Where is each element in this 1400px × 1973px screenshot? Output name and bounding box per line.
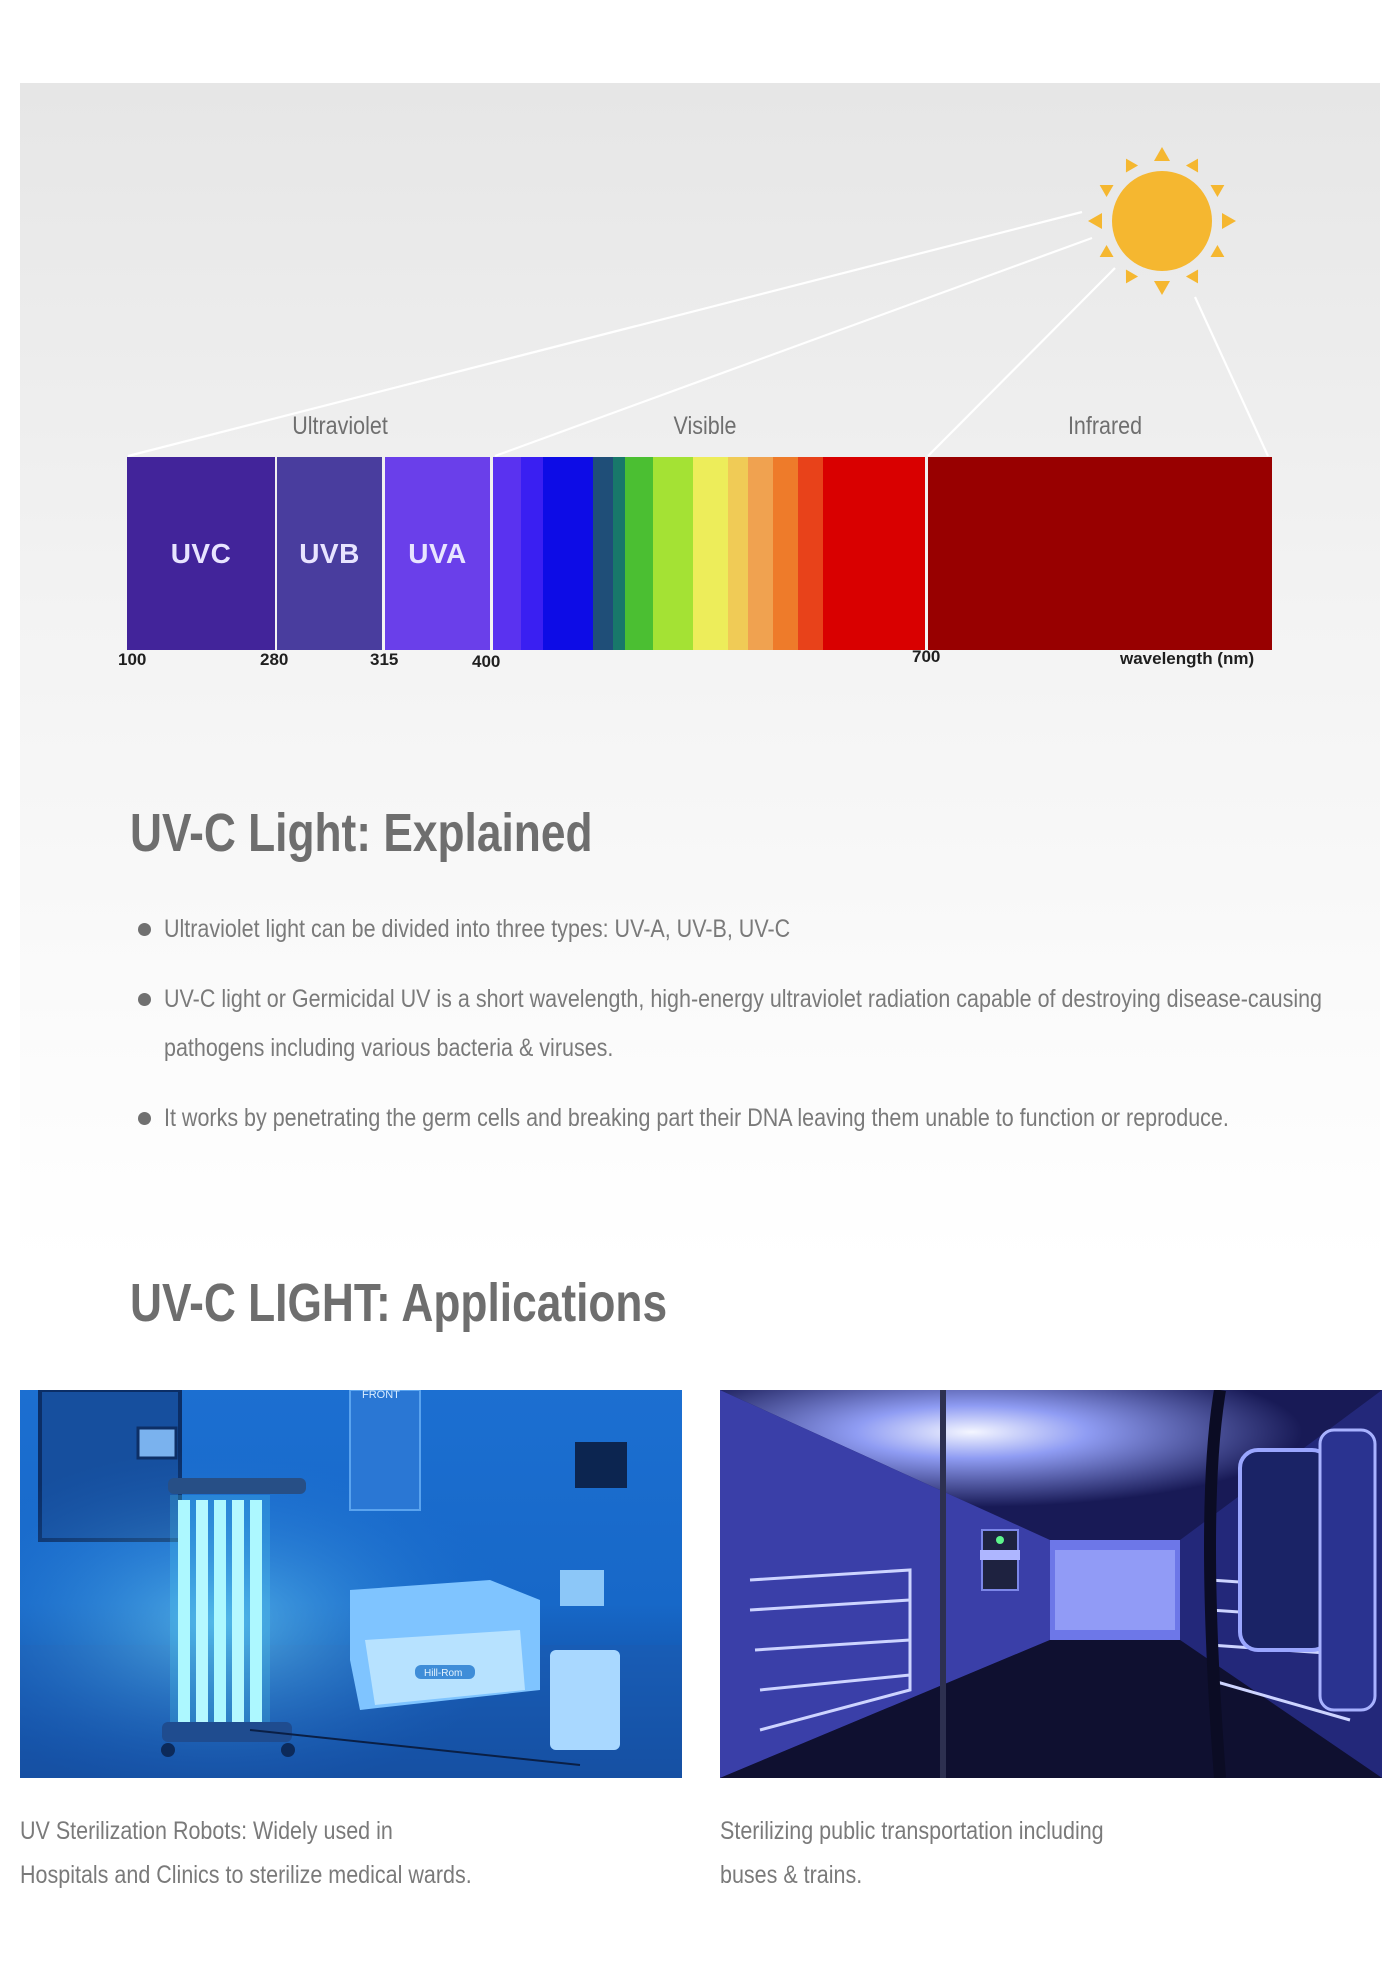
bullet-icon <box>138 923 151 936</box>
sun-icon <box>1087 146 1237 296</box>
uvb-label: UVB <box>299 537 360 569</box>
uvc-band <box>127 457 275 650</box>
list-item-text: Ultraviolet light can be divided into three types: UV-A, UV-B, UV-C <box>164 915 791 943</box>
bullet-icon <box>138 993 151 1006</box>
train-scene-illustration <box>720 1390 1382 1778</box>
caption-line: buses & trains. <box>720 1861 863 1889</box>
region-label-infrared: Infrared <box>1067 412 1143 440</box>
section-title-explained: UV-C Light: Explained <box>130 803 593 863</box>
caption-public-transport <box>720 1809 1360 1897</box>
list-item-text: UV-C light or Germicidal UV is a short wavelength, high-energy ultraviolet radiation capable of destroying disease-causing pathogens including various bacteria & viruses. <box>164 985 1323 1062</box>
caption-hospital-robots <box>20 1809 660 1897</box>
caption-line: Sterilizing public transportation including <box>720 1817 1104 1845</box>
image-text-hillrom: Hill-Rom <box>424 1668 463 1679</box>
tick-100: 100 <box>118 650 147 669</box>
region-label-ultraviolet: Ultraviolet <box>292 412 388 440</box>
uvb-band <box>277 457 382 650</box>
explanation-list <box>130 905 1360 1164</box>
train-uv-sterilization-image <box>720 1390 1382 1778</box>
hospital-uv-robot-image <box>20 1390 682 1778</box>
bullet-icon <box>138 1112 151 1125</box>
tick-280: 280 <box>260 650 289 669</box>
list-item <box>130 1094 1360 1143</box>
tick-315: 315 <box>370 650 399 669</box>
section-title-applications: UV-C LIGHT: Applications <box>130 1273 668 1333</box>
image-text-front: FRONT <box>362 1390 400 1401</box>
list-item-text: It works by penetrating the germ cells and breaking part their DNA leaving them unable to function or reproduce. <box>164 1104 1229 1132</box>
region-label-visible: Visible <box>673 412 737 440</box>
list-item <box>130 905 1360 954</box>
uva-label: UVA <box>408 537 467 569</box>
uva-band <box>385 457 490 650</box>
visible-band <box>493 457 925 650</box>
tick-700: 700 <box>912 647 941 666</box>
caption-line: Hospitals and Clinics to sterilize medical wards. <box>20 1861 472 1889</box>
axis-label: wavelength (nm) <box>1120 649 1255 668</box>
hospital-scene-illustration <box>20 1390 682 1778</box>
tick-400: 400 <box>472 652 501 671</box>
list-item <box>130 975 1360 1073</box>
uvc-label: UVC <box>170 537 232 569</box>
caption-line: UV Sterilization Robots: Widely used in <box>20 1817 393 1845</box>
infrared-band <box>928 457 1272 650</box>
